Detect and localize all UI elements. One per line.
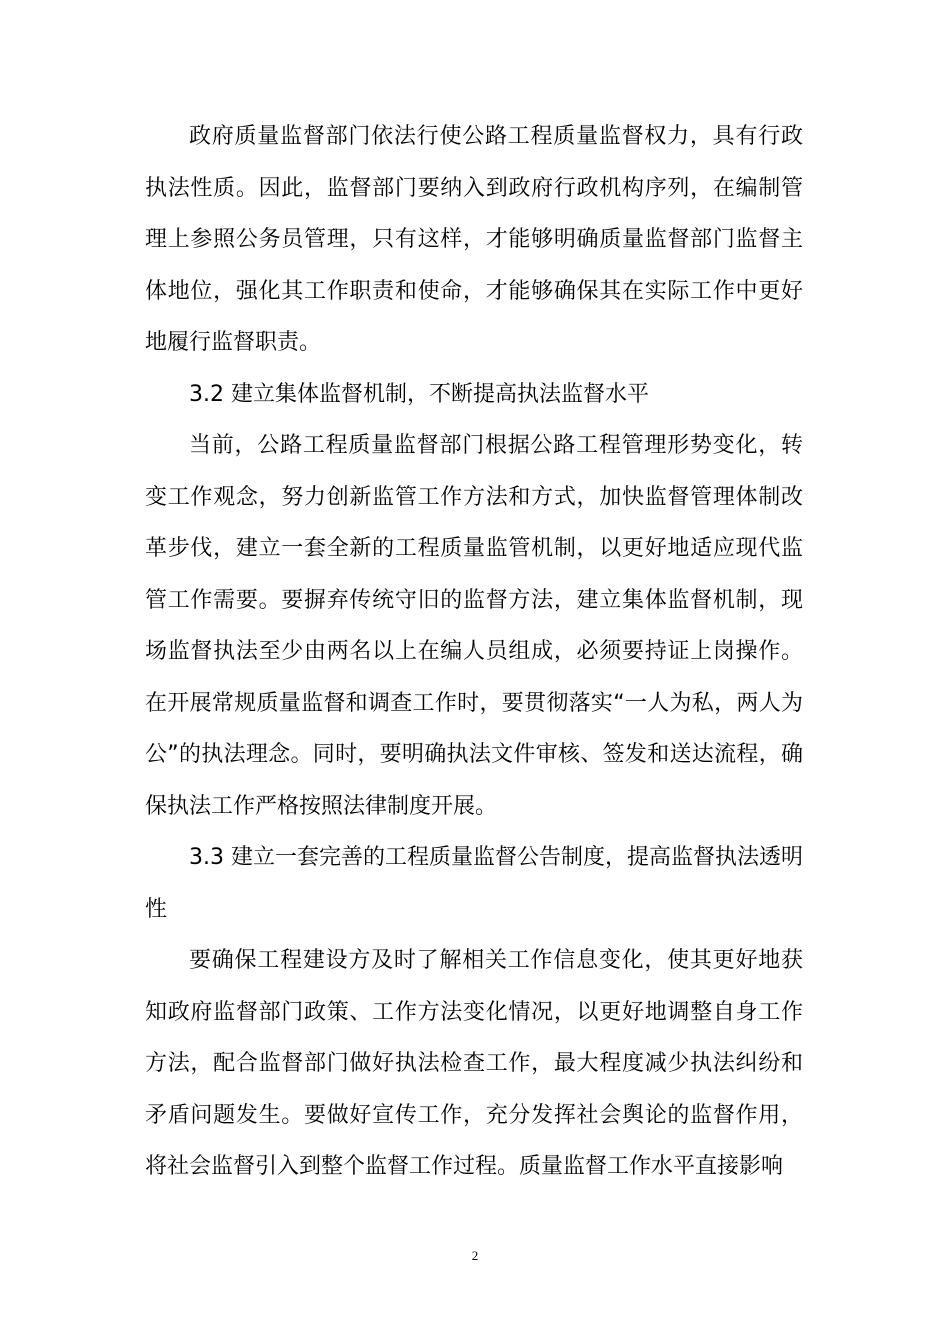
section-heading-3-3: 3.3 建立一套完善的工程质量监督公告制度，提高监督执法透明性 (145, 845, 803, 922)
paragraph-announcement-system: 要确保工程建设方及时了解相关工作信息变化，使其更好地获知政府监督部门政策、工作方法变化情况，以更好地调整自身工作方法，配合监督部门做好执法检查工作，最大程度减少执法纠纷和矛盾问题发生。要做好宣传工作，充分发挥社会舆论的监督作用，将社会监督引入到整个监督工作过程。质量监督工作水平直接影响 (145, 948, 803, 1179)
body-text (145, 111, 803, 1193)
paragraph-collective-supervision: 当前，公路工程质量监督部门根据公路工程管理形势变化，转变工作观念，努力创新监管工作方法和方式，加快监督管理体制改革步伐，建立一套全新的工程质量监管机制，以更好地适应现代监管工作需要。要摒弃传统守旧的监督方法，建立集体监督机制，现场监督执法至少由两名以上在编人员组成，必须要持证上岗操作。在开展常规质量监督和调查工作时，要贯彻落实“一人为私，两人为公”的执法理念。同时，要明确执法文件审核、签发和送达流程，确保执法工作严格按照法律制度开展。 (145, 433, 803, 819)
paragraph-legal-status: 政府质量监督部门依法行使公路工程质量监督权力，具有行政执法性质。因此，监督部门要纳入到政府行政机构序列，在编制管理上参照公务员管理，只有这样，才能够明确质量监督部门监督主体地位，强化其工作职责和使命，才能够确保其在实际工作中更好地履行监督职责。 (145, 124, 803, 355)
page-number: 2 (471, 1248, 479, 1263)
section-heading-3-2: 3.2 建立集体监督机制，不断提高执法监督水平 (189, 381, 649, 407)
